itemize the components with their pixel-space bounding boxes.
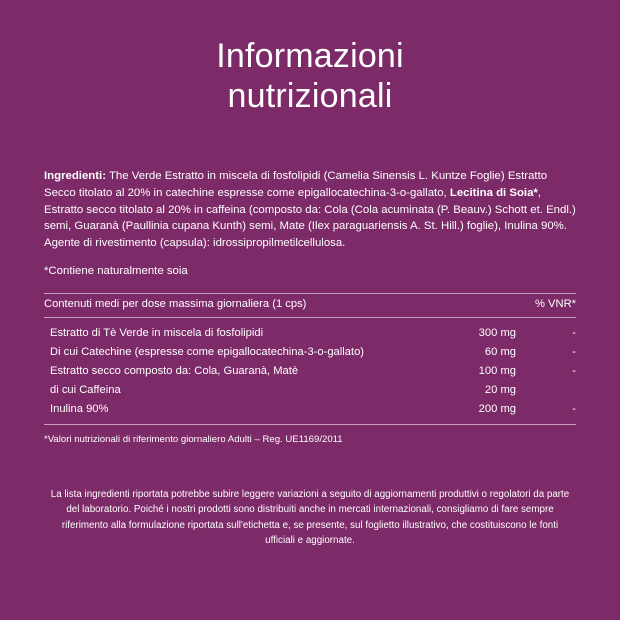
row-name: Estratto di Tè Verde in miscela di fosfolipidi: [50, 327, 264, 340]
table-row: [44, 381, 576, 400]
row-amount: 20 mg: [484, 384, 516, 397]
ingredients-label: Ingredienti:: [44, 170, 107, 183]
disclaimer-text: La lista ingredienti riportata potrebbe subire leggere variazioni a seguito di aggiornamenti produttivi o regolatori da parte del laboratorio. Poiché i nostri prodotti sono distribuiti anche in mercati internazionali, consigliamo di fare sempre riferimento alla formulazione riportata sull'etichetta e, se presente, sul foglietto illustrativo, che costituiscono le fonti ufficiali e aggiornate.: [50, 488, 570, 547]
table-header-amount: [438, 294, 516, 318]
table-header-row: [44, 294, 576, 318]
table-header-contents: Contenuti medi per dose massima giornaliera (1 cps): [44, 294, 438, 318]
table-footnote: *Valori nutrizionali di riferimento giornaliero Adulti – Reg. UE1169/2011: [44, 434, 343, 446]
row-name: Estratto secco composto da: Cola, Guaranà, Matè: [50, 365, 299, 378]
nutrition-table-head: [44, 294, 576, 318]
table-header-vnr: % VNR*: [516, 294, 576, 318]
contains-soy-note: *Contiene naturalmente soia: [44, 264, 188, 277]
table-row: [44, 318, 576, 343]
page-title-line-2: nutrizionali: [227, 77, 393, 116]
row-vnr: -: [572, 346, 576, 359]
row-amount: 300 mg: [478, 327, 516, 340]
table-row: [44, 400, 576, 425]
table-row: [44, 343, 576, 362]
content-body: [0, 168, 620, 549]
row-vnr: -: [572, 365, 576, 378]
ingredients-text-part-2: , Estratto secco titolato al 20% in caffeina (composto da: Cola (Cola acuminata (P. Beauv.) Schott et. Endl.) semi, Guaranà (Paullinia cupana Kunth) semi, Mate (Ilex paraguariensis A. St. Hill.) foglie), Inulina 90%. Agente di rivestimento (capsula): idrossipropilmetilcellulosa.: [44, 186, 576, 249]
nutrition-table-body: [44, 318, 576, 425]
row-amount: 60 mg: [484, 346, 516, 359]
row-amount: 200 mg: [478, 403, 516, 416]
table-row: [44, 362, 576, 381]
row-name: Di cui Catechine (espresse come epigallocatechina-3-o-gallato): [50, 346, 365, 359]
row-vnr: -: [572, 403, 576, 416]
row-vnr: -: [572, 327, 576, 340]
ingredients-text-part-1: The Verde Estratto in miscela di fosfolipidi (Camelia Sinensis L. Kuntze Foglie) Estratto Secco titolato al 20% in catechine espresse come epigallocatechina-3-o-gallato,: [44, 170, 548, 199]
ingredients-paragraph: [44, 168, 576, 251]
row-name: Inulina 90%: [50, 403, 109, 416]
page-title: [0, 0, 620, 116]
ingredients-soy-highlight: Lecitina di Soia*: [449, 186, 538, 199]
nutrition-table: [44, 293, 576, 425]
row-name: di cui Caffeina: [50, 384, 121, 397]
row-vnr: [516, 381, 576, 400]
page-title-line-1: Informazioni: [216, 37, 404, 75]
row-amount: 100 mg: [478, 365, 516, 378]
